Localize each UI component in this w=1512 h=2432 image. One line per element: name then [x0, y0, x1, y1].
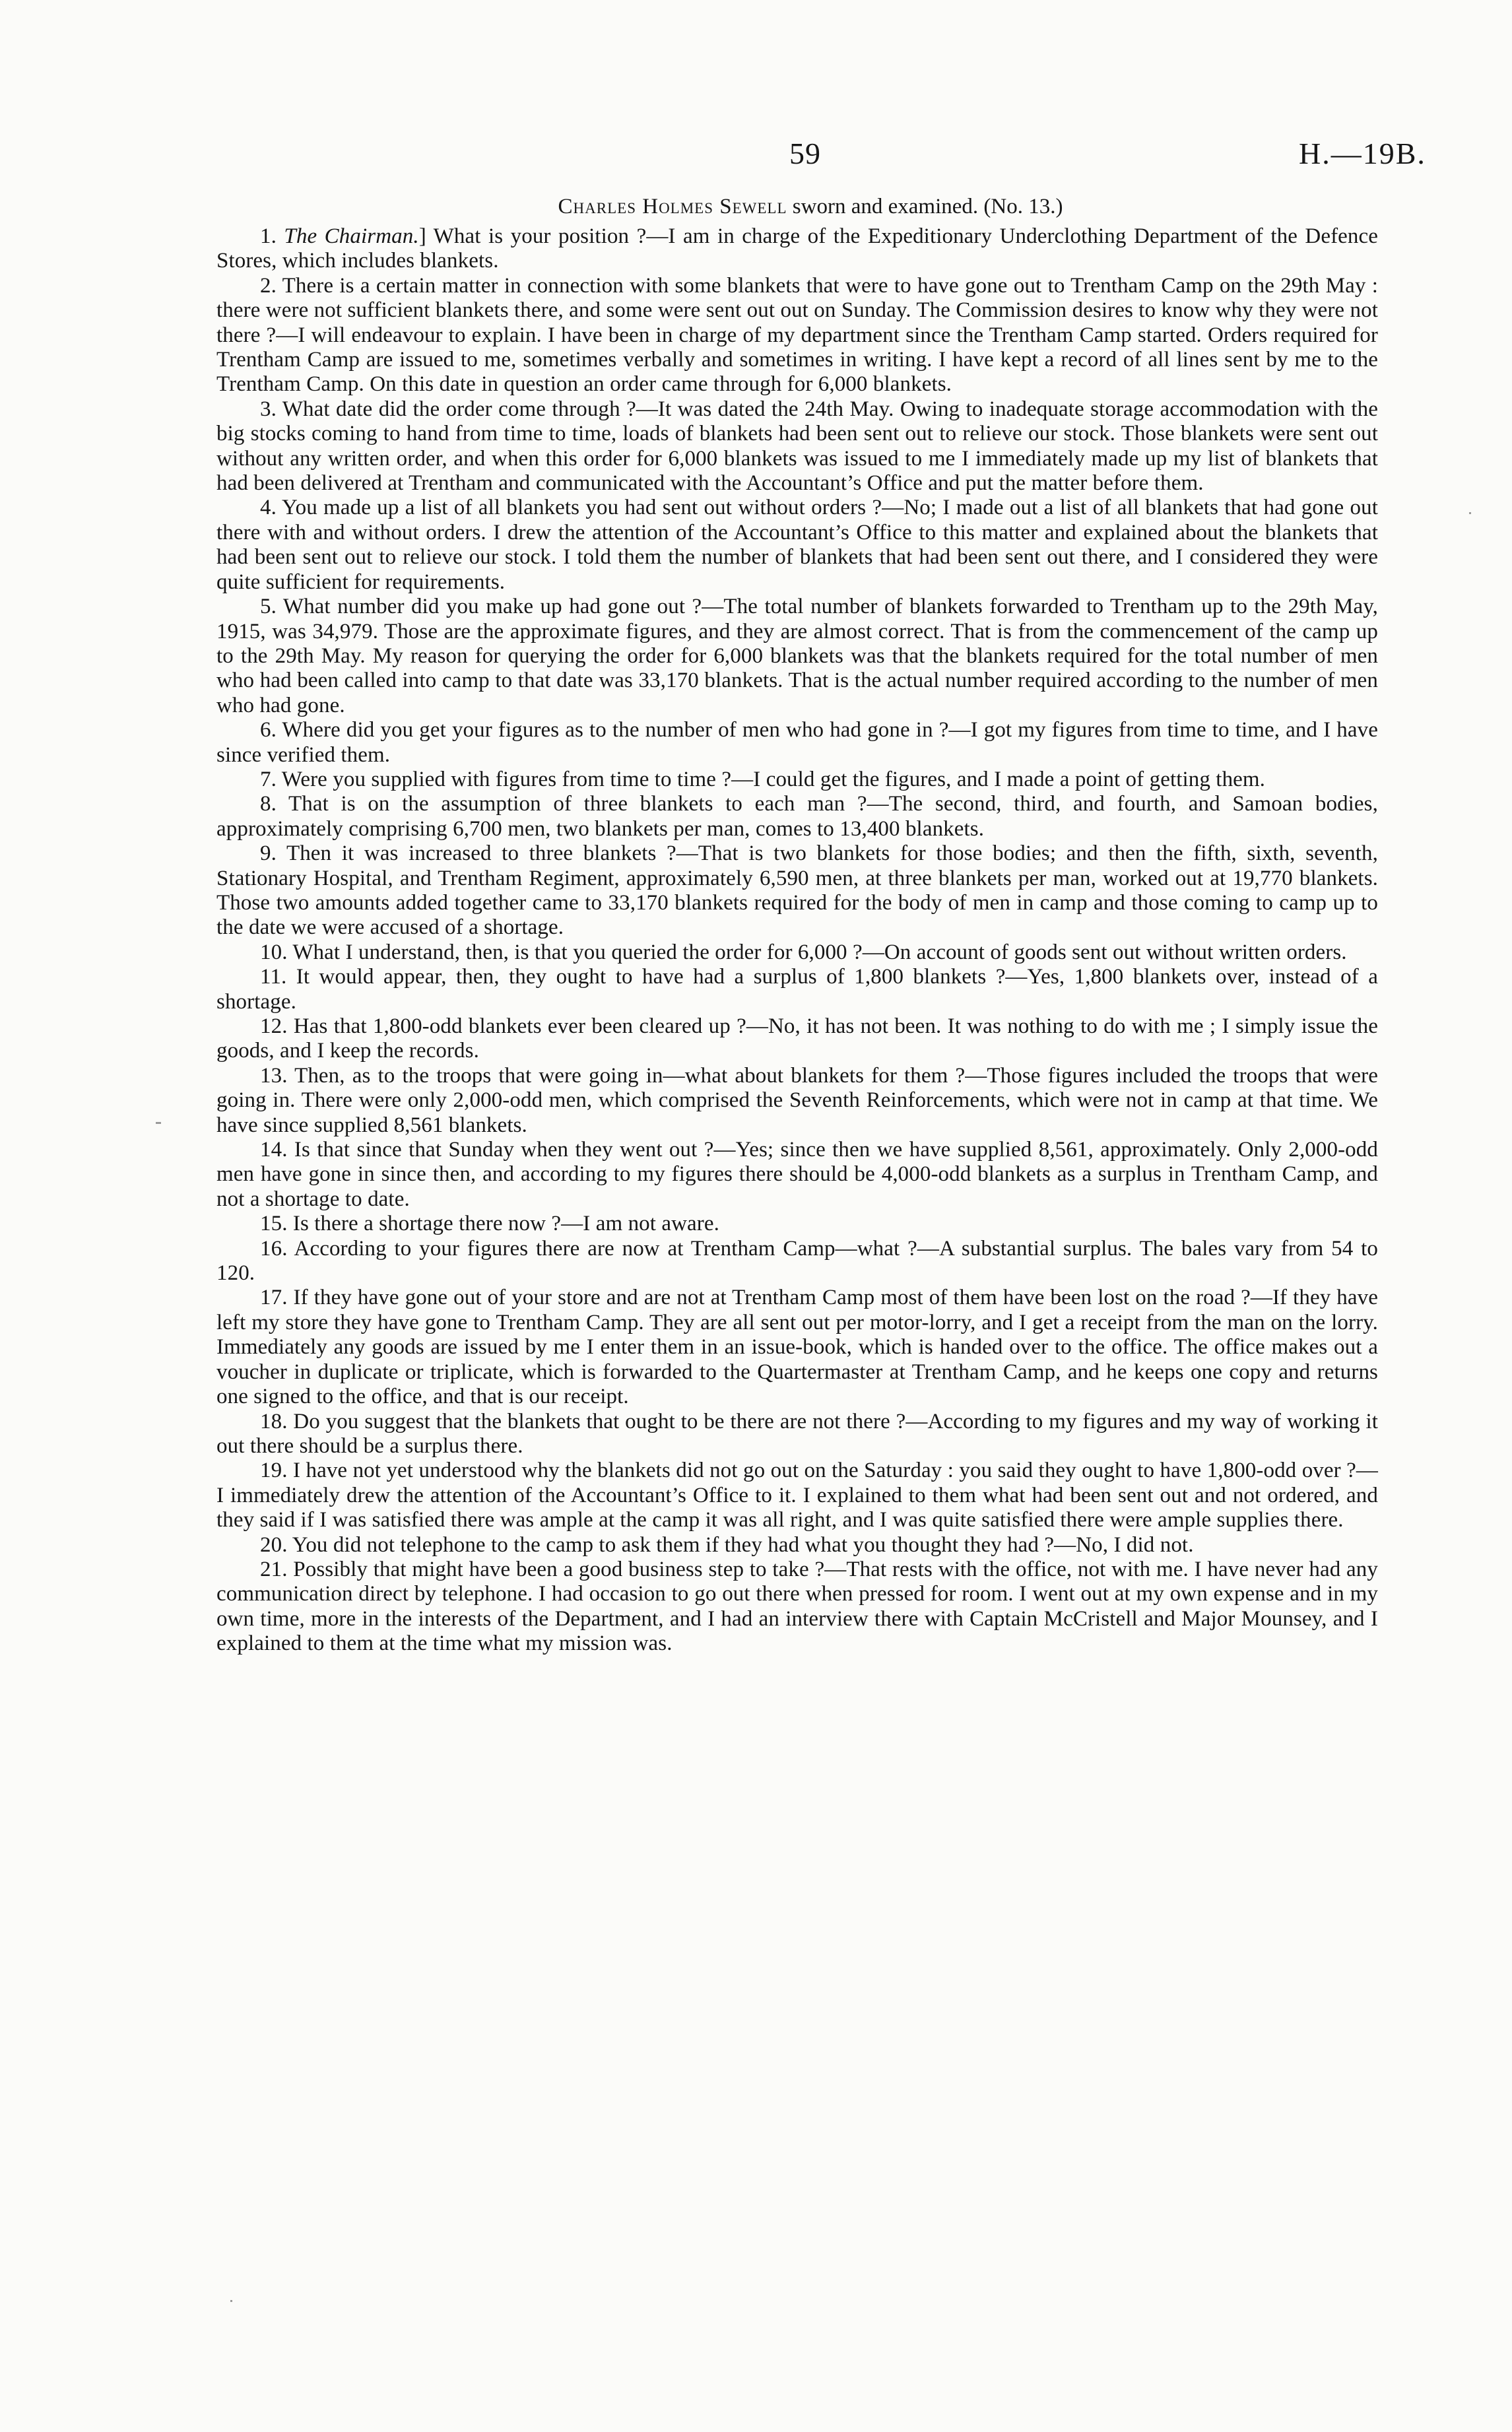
question-paragraph	[216, 841, 1378, 940]
margin-mark	[230, 2300, 232, 2302]
question-text: ] What is your position ?—I am in charge of the Expeditionary Underclothing Department of the Defence Stores, which includes blankets.	[216, 224, 1379, 273]
report-code: H.—19B.	[1299, 137, 1426, 170]
witness-name: Charles Holmes Sewell	[558, 195, 787, 218]
question-paragraph	[216, 965, 1378, 1014]
question-paragraph	[216, 595, 1378, 718]
question-text: Then it was increased to three blankets ?—That is two blankets for those bodies; and then the fifth, sixth, seventh, Stationary Hospital, and Trentham Regiment, approximately 6,590 men, at three blankets per man, worked out at 19,770 blankets. Those two amounts added together came to 33,170 blankets required for the body of men in camp and those coming to camp up to the date we were accused of a shortage.	[216, 841, 1378, 940]
question-number: 19.	[260, 1459, 293, 1483]
question-text: That is on the assumption of three blankets to each man ?—The second, third, and fourth, and Samoan bodies, approximately comprising 6,700 men, two blankets per man, comes to 13,400 blankets.	[216, 792, 1378, 841]
question-text: There is a certain matter in connection with some blankets that were to have gone out to Trentham Camp on the 29th May : there were not sufficient blankets there, and some were sent out out on Sunday. The Commission desires to know why they were not there ?—I will endeavour to explain. I have been in charge of my department since the Trentham Camp started. Orders required for Trentham Camp are issued to me, sometimes verbally and sometimes in writing. I have kept a record of all lines sent by me to the Trentham Camp. On this date in question an order came through for 6,000 blankets.	[216, 273, 1378, 397]
question-paragraph	[216, 1212, 1378, 1236]
question-number: 4.	[260, 496, 282, 520]
question-paragraph	[216, 1558, 1378, 1657]
question-paragraph	[216, 940, 1378, 965]
question-paragraph	[216, 1286, 1378, 1409]
question-text: What I understand, then, is that you queried the order for 6,000 ?—On account of goods sent out without written orders.	[292, 940, 1347, 964]
question-paragraph	[216, 1410, 1378, 1459]
question-paragraph	[216, 792, 1378, 841]
question-number: 12.	[260, 1014, 294, 1038]
question-text: Were you supplied with figures from time to time ?—I could get the figures, and I made a point of getting them.	[281, 767, 1266, 791]
question-number: 17.	[260, 1286, 294, 1310]
question-number: 7.	[260, 767, 282, 791]
question-number: 13.	[260, 1063, 295, 1088]
question-number: 21.	[260, 1557, 294, 1581]
question-number: 11.	[260, 965, 296, 989]
question-paragraph	[216, 768, 1378, 792]
question-text: Do you suggest that the blankets that ought to be there are not there ?—According to my figures and my way of working it out there should be a surplus there.	[216, 1409, 1378, 1458]
question-text: If they have gone out of your store and are not at Trentham Camp most of them have been lost on the road ?—If they have left my store they have gone to Trentham Camp. They are all sent out per motor-lorry, and I get a receipt from the man on the lorry. Immediately any goods are issued by me I enter them in an issue-book, which is handed over to the office. The office makes out a voucher in duplicate or triplicate, which is forwarded to the Quartermaster at Trentham Camp, and he keeps one copy and returns one signed to the office, and that is our receipt.	[216, 1286, 1379, 1409]
question-text: Is that since that Sunday when they went out ?—Yes; since then we have supplied 8,561, approximately. Only 2,000-odd men have gone in since then, and according to my figures there should be 4,000-odd blankets as a surplus in Trentham Camp, and not a shortage to date.	[216, 1138, 1378, 1211]
question-text: You made up a list of all blankets you had sent out without orders ?—No; I made out a list of all blankets that had gone out there with and without orders. I drew the attention of the Accountant’s Office to this matter and explained about the blankets that had been sent out to relieve our stock. I told them the number of blankets that had been sent out there, and I considered they were quite sufficient for requirements.	[216, 496, 1379, 594]
question-paragraph	[216, 1533, 1378, 1558]
question-text: According to your figures there are now at Trentham Camp—what ?—A substantial surplus. The bales vary from 54 to 120.	[216, 1236, 1378, 1286]
question-paragraph	[216, 274, 1378, 397]
question-text: I have not yet understood why the blankets did not go out on the Saturday : you said they ought to have 1,800-odd over ?—I immediately drew the attention of the Accountant’s Office to it. I explained to them what had been sent out and not ordered, and they said if I was satisfied there was ample at the camp it was all right, and I was quite satisfied there were ample supplies there.	[216, 1459, 1378, 1532]
question-text: What date did the order come through ?—It was dated the 24th May. Owing to inadequate storage accommodation with the big stocks coming to hand from time to time, loads of blankets had been sent out to relieve our stock. Those blankets were sent out without any written order, and when this order for 6,000 blankets was issued to me I immediately made up my list of blankets that had been delivered at Trentham and communicated with the Accountant’s Office and put the matter before them.	[216, 397, 1378, 496]
margin-mark	[156, 1122, 161, 1124]
question-number: 5.	[260, 595, 283, 619]
question-number: 20.	[260, 1532, 292, 1557]
question-number: 18.	[260, 1409, 294, 1433]
question-text: It would appear, then, they ought to have had a surplus of 1,800 blankets ?—Yes, 1,800 blankets over, instead of a shortage.	[216, 965, 1378, 1014]
question-number: 1.	[260, 224, 284, 248]
witness-heading	[216, 193, 1378, 220]
question-text: Has that 1,800-odd blankets ever been cleared up ?—No, it has not been. It was nothing to do with me ; I simply issue the goods, and I keep the records.	[216, 1014, 1378, 1063]
question-text: Is there a shortage there now ?—I am not aware.	[292, 1212, 719, 1236]
question-paragraph	[216, 1237, 1378, 1286]
question-number: 15.	[260, 1212, 293, 1236]
question-text: Then, as to the troops that were going in—what about blankets for them ?—Those figures included the troops that were going in. There were only 2,000-odd men, which comprised the Seventh Reinforcements, which were not in camp at that time. We have since supplied 8,561 blankets.	[216, 1063, 1378, 1137]
speaker-label: The Chairman.	[284, 224, 419, 248]
page-number: 59	[789, 137, 821, 170]
question-paragraph	[216, 397, 1378, 496]
question-number: 3.	[260, 397, 282, 421]
question-number: 8.	[260, 792, 288, 816]
heading-rest: sworn and examined. (No. 13.)	[787, 195, 1063, 218]
question-text: Where did you get your figures as to the number of men who had gone in ?—I got my figures from time to time, and I have since verified them.	[216, 718, 1378, 767]
question-paragraph	[216, 496, 1378, 595]
question-number: 14.	[260, 1138, 294, 1162]
question-number: 9.	[260, 841, 286, 866]
question-number: 16.	[260, 1236, 294, 1261]
question-paragraph	[216, 1459, 1378, 1532]
testimony-body	[216, 193, 1378, 1657]
question-text: What number did you make up had gone out ?—The total number of blankets forwarded to Trentham up to the 29th May, 1915, was 34,979. Those are the approximate figures, and they are almost correct. That is from the commencement of the camp up to the 29th May. My reason for querying the order for 6,000 blankets was that the blankets required for the total number of men who had been called into camp to that date was 33,170 blankets. That is the actual number required according to the number of men who had gone.	[216, 595, 1378, 717]
question-number: 6.	[260, 718, 282, 742]
margin-mark	[1469, 512, 1471, 514]
question-number: 2.	[260, 273, 282, 298]
question-paragraph	[216, 718, 1378, 768]
question-paragraph	[216, 1138, 1378, 1212]
question-text: You did not telephone to the camp to ask them if they had what you thought they had ?—No, I did not.	[292, 1532, 1194, 1557]
question-number: 10.	[260, 940, 293, 964]
question-paragraph	[216, 1014, 1378, 1064]
question-paragraph	[216, 224, 1378, 274]
question-paragraph	[216, 1064, 1378, 1138]
question-text: Possibly that might have been a good business step to take ?—That rests with the office, not with me. I have never had any communication direct by telephone. I had occasion to go out there when pressed for room. I went out at my own expense and in my own time, more in the interests of the Department, and I had an interview there with Captain McCristell and Major Mounsey, and I explained to them at the time what my mission was.	[216, 1557, 1378, 1656]
